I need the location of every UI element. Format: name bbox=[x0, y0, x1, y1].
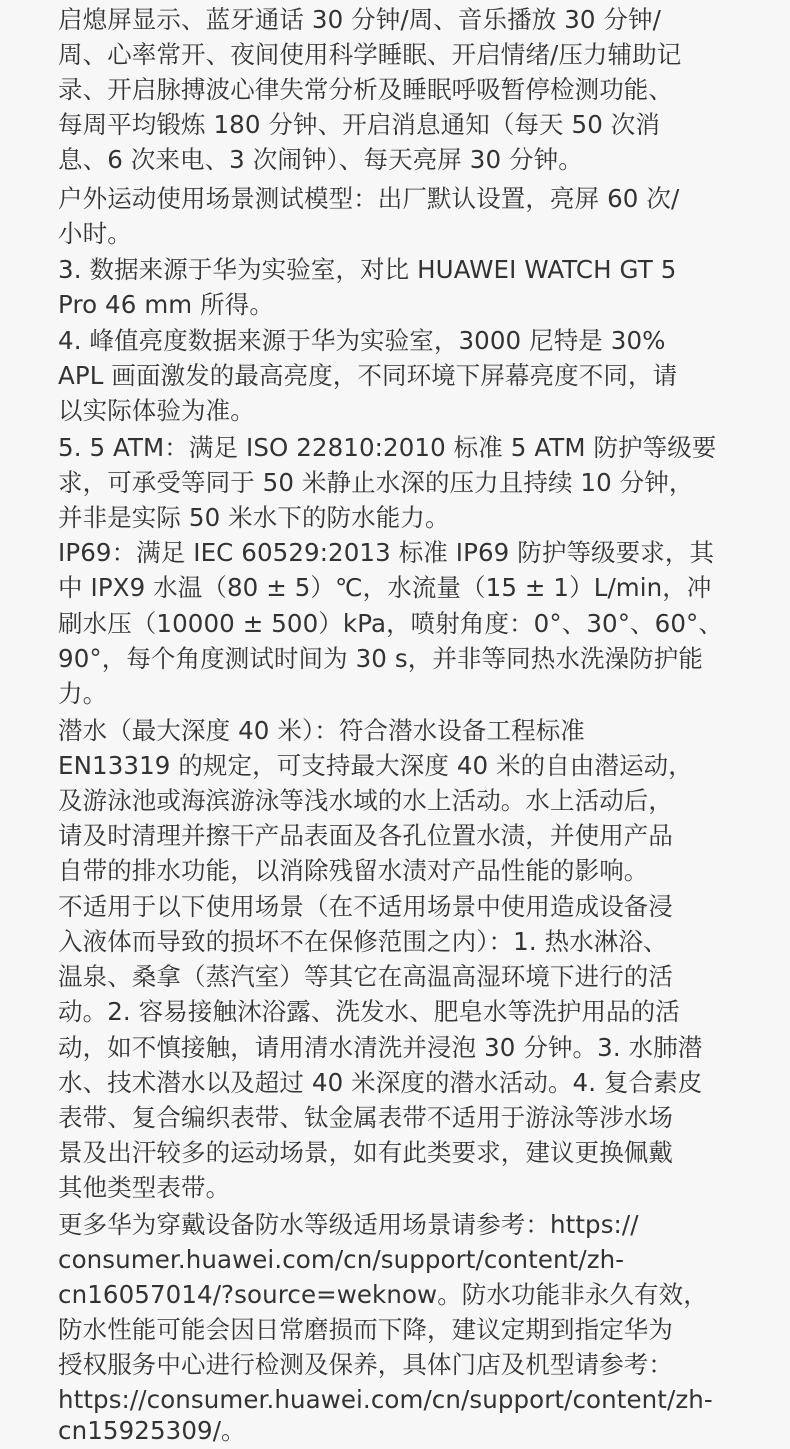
text-line: 表带、复合编织表带、钛金属表带不适用于游泳等涉水场 bbox=[58, 1103, 673, 1132]
text-line: 其他类型表带。 bbox=[58, 1173, 231, 1202]
text-line: 中 IPX9 水温（80 ± 5）℃，水流量（15 ± 1）L/min，冲 bbox=[58, 573, 712, 602]
text-line: 及游泳池或海滨游泳等浅水域的水上活动。水上活动后， bbox=[58, 786, 673, 815]
text-line: 小时。 bbox=[58, 219, 132, 248]
text-line: 动，如不慎接触，请用清水清洗并浸泡 30 分钟。3. 水肺潜 bbox=[58, 1033, 703, 1062]
text-line: EN13319 的规定，可支持最大深度 40 米的自由潜运动， bbox=[58, 751, 693, 780]
text-line: APL 画面激发的最高亮度，不同环境下屏幕亮度不同，请 bbox=[58, 361, 678, 390]
text-line: IP69：满足 IEC 60529:2013 标准 IP69 防护等级要求，其 bbox=[58, 538, 715, 567]
text-line: 求，可承受等同于 50 米静止水深的压力且持续 10 分钟， bbox=[58, 468, 694, 497]
text-line: 每周平均锻炼 180 分钟、开启消息通知（每天 50 次消 bbox=[58, 110, 660, 139]
text-line: 录、开启脉搏波心律失常分析及睡眠呼吸暂停检测功能、 bbox=[58, 75, 673, 104]
text-line: 周、心率常开、夜间使用科学睡眠、开启情绪/压力辅助记 bbox=[58, 40, 682, 69]
text-line: 力。 bbox=[58, 679, 108, 708]
text-line: 景及出汗较多的运动场景，如有此类要求，建议更换佩戴 bbox=[58, 1138, 673, 1167]
text-line: 90°，每个角度测试时间为 30 s，并非等同热水洗澡防护能 bbox=[58, 644, 703, 673]
text-line: 防水性能可能会因日常磨损而下降，建议定期到指定华为 bbox=[58, 1315, 673, 1344]
url-line[interactable]: https://consumer.huawei.com/cn/support/content/zh- bbox=[58, 1385, 713, 1414]
text-line: 并非是实际 50 米水下的防水能力。 bbox=[58, 503, 450, 532]
url-line[interactable]: consumer.huawei.com/cn/support/content/zh- bbox=[58, 1245, 625, 1274]
text-line: 刷水压（10000 ± 500）kPa，喷射角度：0°、30°、60°、 bbox=[58, 609, 723, 638]
text-line: 启熄屏显示、蓝牙通话 30 分钟/周、音乐播放 30 分钟/ bbox=[58, 5, 662, 34]
text-line: 请及时清理并擦干产品表面及各孔位置水渍，并使用产品 bbox=[58, 821, 673, 850]
text-line: Pro 46 mm 所得。 bbox=[58, 290, 274, 319]
text-line: 入液体而导致的损坏不在保修范围之内）：1. 热水淋浴、 bbox=[58, 927, 668, 956]
text-line: 水、技术潜水以及超过 40 米深度的潜水活动。4. 复合素皮 bbox=[58, 1068, 703, 1097]
url-line[interactable]: cn16057014/?source=weknow。防水功能非永久有效， bbox=[58, 1280, 708, 1309]
text-line: 授权服务中心进行检测及保养，具体门店及机型请参考： bbox=[58, 1350, 673, 1379]
text-line: 不适用于以下使用场景（在不适用场景中使用造成设备浸 bbox=[58, 892, 673, 921]
text-line: 户外运动使用场景测试模型：出厂默认设置，亮屏 60 次/ bbox=[58, 184, 680, 213]
text-line: 更多华为穿戴设备防水等级适用场景请参考：https:// bbox=[58, 1210, 639, 1239]
text-line: 动。2. 容易接触沐浴露、洗发水、肥皂水等洗护用品的活 bbox=[58, 997, 680, 1026]
text-line: 4. 峰值亮度数据来源于华为实验室，3000 尼特是 30% bbox=[58, 326, 666, 355]
text-line: 3. 数据来源于华为实验室，对比 HUAWEI WATCH GT 5 bbox=[58, 255, 677, 284]
url-line[interactable]: cn15925309/。 bbox=[58, 1416, 246, 1445]
text-line: 5. 5 ATM：满足 ISO 22810:2010 标准 5 ATM 防护等级要 bbox=[58, 433, 717, 462]
text-line: 温泉、桑拿（蒸汽室）等其它在高温高湿环境下进行的活 bbox=[58, 962, 673, 991]
text-line: 以实际体验为准。 bbox=[58, 396, 255, 425]
text-line: 自带的排水功能，以消除残留水渍对产品性能的影响。 bbox=[58, 856, 649, 885]
text-line: 潜水（最大深度 40 米）：符合潜水设备工程标准 bbox=[58, 716, 585, 745]
text-line: 息、6 次来电、3 次闹钟）、每天亮屏 30 分钟。 bbox=[58, 145, 583, 174]
